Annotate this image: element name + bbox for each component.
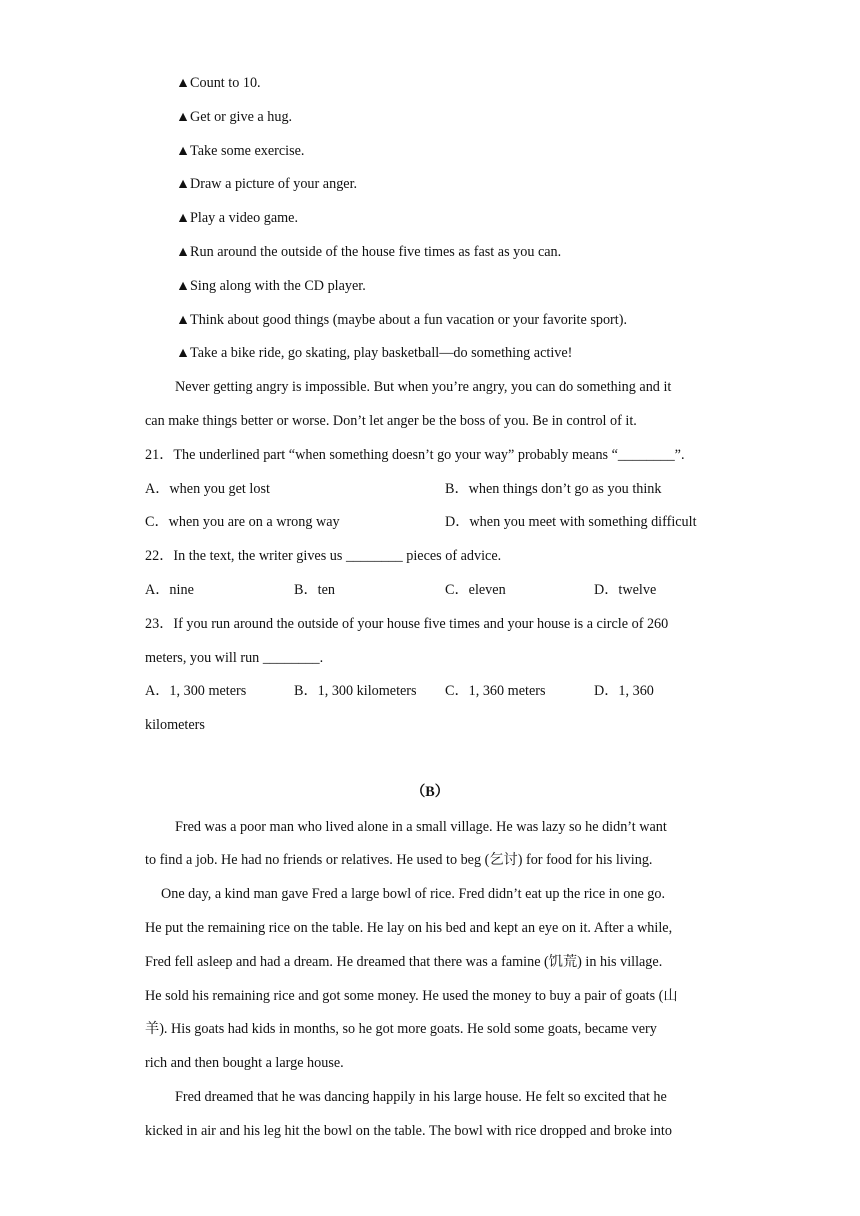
bullet-item: ▲Sing along with the CD player. bbox=[176, 278, 366, 294]
bullet-item: ▲Take a bike ride, go skating, play basketball—do something active! bbox=[176, 345, 573, 361]
section-heading: （B） bbox=[411, 784, 449, 800]
bullet-item: ▲Think about good things (maybe about a fun vacation or your favorite sport). bbox=[176, 312, 627, 328]
option-c: C．1, 360 meters bbox=[445, 683, 546, 699]
option-a: A．nine bbox=[145, 582, 194, 598]
option-d: D．twelve bbox=[594, 582, 657, 598]
option-c: C．when you are on a wrong way bbox=[145, 514, 340, 530]
bullet-item: ▲Count to 10. bbox=[176, 75, 261, 91]
paragraph-line: Fred dreamed that he was dancing happily in his large house. He felt so excited that he bbox=[175, 1089, 667, 1105]
option-a: A．1, 300 meters bbox=[145, 683, 247, 699]
paragraph-line: Never getting angry is impossible. But when you’re angry, you can do something and it bbox=[175, 379, 672, 395]
paragraph-line: Fred fell asleep and had a dream. He dreamed that there was a famine (饥荒) in his village. bbox=[145, 954, 663, 970]
question-stem: 22．In the text, the writer gives us ________ pieces of advice. bbox=[145, 548, 502, 564]
bullet-item: ▲Get or give a hug. bbox=[176, 109, 293, 125]
option-b: B．ten bbox=[294, 582, 335, 598]
option-b: B．1, 300 kilometers bbox=[294, 683, 417, 699]
paragraph-line: to find a job. He had no friends or relatives. He used to beg (乞讨) for food for his living. bbox=[145, 852, 653, 868]
paragraph-line: Fred was a poor man who lived alone in a small village. He was lazy so he didn’t want bbox=[175, 819, 667, 835]
paragraph-line: can make things better or worse. Don’t let anger be the boss of you. Be in control of it. bbox=[145, 413, 637, 429]
paragraph-line: 羊). His goats had kids in months, so he got more goats. He sold some goats, became very bbox=[145, 1021, 657, 1037]
bullet-item: ▲Take some exercise. bbox=[176, 143, 305, 159]
paragraph-line: He put the remaining rice on the table. He lay on his bed and kept an eye on it. After a while, bbox=[145, 920, 673, 936]
paragraph-line: One day, a kind man gave Fred a large bowl of rice. Fred didn’t eat up the rice in one go. bbox=[161, 886, 666, 902]
bullet-item: ▲Draw a picture of your anger. bbox=[176, 176, 358, 192]
option-d-continued: kilometers bbox=[145, 717, 205, 733]
paragraph-line: kicked in air and his leg hit the bowl on the table. The bowl with rice dropped and broke into bbox=[145, 1123, 672, 1139]
question-stem-continued: meters, you will run ________. bbox=[145, 650, 324, 666]
paragraph-line: He sold his remaining rice and got some money. He used the money to buy a pair of goats (山 bbox=[145, 988, 678, 1004]
option-c: C．eleven bbox=[445, 582, 506, 598]
option-d: D．when you meet with something difficult bbox=[445, 514, 697, 530]
question-stem: 23．If you run around the outside of your house five times and your house is a circle of 260 bbox=[145, 616, 669, 632]
question-stem: 21．The underlined part “when something doesn’t go your way” probably means “________”. bbox=[145, 447, 685, 463]
option-d: D．1, 360 bbox=[594, 683, 654, 699]
paragraph-line: rich and then bought a large house. bbox=[145, 1055, 344, 1071]
bullet-item: ▲Run around the outside of the house five times as fast as you can. bbox=[176, 244, 562, 260]
bullet-item: ▲Play a video game. bbox=[176, 210, 298, 226]
option-b: B．when things don’t go as you think bbox=[445, 481, 662, 497]
option-a: A．when you get lost bbox=[145, 481, 270, 497]
